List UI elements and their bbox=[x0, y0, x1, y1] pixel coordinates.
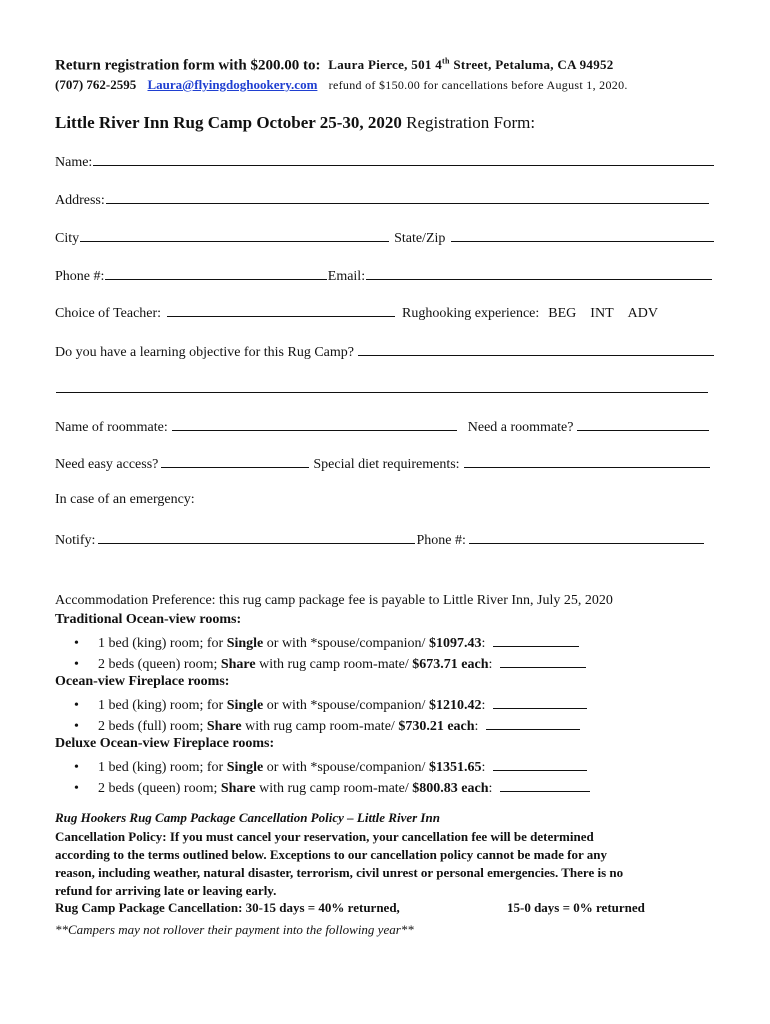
form-title bbox=[55, 113, 535, 133]
phone-field[interactable] bbox=[105, 266, 326, 280]
name-label: Name: bbox=[55, 155, 93, 170]
state-zip-field[interactable] bbox=[451, 228, 714, 242]
teacher-row bbox=[55, 303, 695, 322]
package-cancellation-a: Rug Camp Package Cancellation: 30-15 days = 40% returned, bbox=[55, 900, 400, 915]
rollover-footnote: **Campers may not rollover their payment into the following year** bbox=[55, 922, 414, 937]
objective-field[interactable] bbox=[358, 342, 714, 356]
state-zip-label: State/Zip bbox=[394, 231, 446, 246]
package-cancellation-b: 15-0 days = 0% returned bbox=[507, 900, 645, 915]
experience-beg[interactable]: BEG bbox=[548, 306, 577, 321]
city-field[interactable] bbox=[80, 228, 389, 242]
need-roommate-label: Need a roommate? bbox=[467, 420, 574, 435]
email-field[interactable] bbox=[366, 266, 712, 280]
objective-row-2 bbox=[55, 379, 709, 393]
room-option: • 2 beds (full) room; Share with rug camp room-mate/ $730.21 each: bbox=[74, 716, 580, 735]
experience-adv[interactable]: ADV bbox=[627, 306, 658, 321]
return-instructions bbox=[55, 57, 614, 74]
room-option-field[interactable] bbox=[493, 757, 587, 771]
objective-row bbox=[55, 342, 715, 361]
email-label: Email: bbox=[327, 269, 366, 284]
objective-field-line-2[interactable] bbox=[56, 379, 708, 393]
room-option-field[interactable] bbox=[500, 778, 590, 792]
bullet-icon: • bbox=[74, 760, 79, 775]
address-field[interactable] bbox=[106, 190, 709, 204]
policy-line: refund for arriving late or leaving early. bbox=[55, 883, 277, 898]
group-title-fireplace: Ocean-view Fireplace rooms: bbox=[55, 674, 230, 689]
experience-label: Rughooking experience: bbox=[402, 306, 540, 321]
roommate-name-label: Name of roommate: bbox=[55, 420, 168, 435]
phone-label: Phone #: bbox=[55, 269, 105, 284]
notify-label: Notify: bbox=[55, 533, 96, 548]
teacher-field[interactable] bbox=[167, 303, 395, 317]
teacher-label: Choice of Teacher: bbox=[55, 306, 162, 321]
mailing-address: Laura Pierce, 501 4th Street, Petaluma, CA 94952 bbox=[328, 57, 614, 73]
room-option: • 1 bed (king) room; for Single or with *spouse/companion/ $1351.65: bbox=[74, 757, 587, 776]
easy-access-field[interactable] bbox=[161, 454, 309, 468]
contact-line bbox=[55, 77, 628, 93]
accommodation-intro: Accommodation Preference: this rug camp package fee is payable to Little River Inn, July 25, 2020 bbox=[55, 593, 613, 608]
room-option: • 2 beds (queen) room; Share with rug camp room-mate/ $800.83 each: bbox=[74, 778, 590, 797]
notify-field[interactable] bbox=[98, 530, 415, 544]
contact-email-link[interactable]: Laura@flyingdoghookery.com bbox=[147, 77, 318, 92]
objective-label: Do you have a learning objective for this Rug Camp? bbox=[55, 345, 354, 360]
bullet-icon: • bbox=[74, 636, 79, 651]
experience-int[interactable]: INT bbox=[590, 306, 614, 321]
room-option: • 2 beds (queen) room; Share with rug camp room-mate/ $673.71 each: bbox=[74, 654, 586, 673]
bullet-icon: • bbox=[74, 781, 79, 796]
emergency-label: In case of an emergency: bbox=[55, 492, 195, 507]
group-title-deluxe: Deluxe Ocean-view Fireplace rooms: bbox=[55, 736, 275, 751]
group-title-traditional: Traditional Ocean-view rooms: bbox=[55, 612, 242, 627]
policy-line: Cancellation Policy: If you must cancel your reservation, your cancellation fee will be determined bbox=[55, 829, 594, 844]
need-roommate-field[interactable] bbox=[577, 417, 709, 431]
bullet-icon: • bbox=[74, 657, 79, 672]
name-field[interactable] bbox=[93, 152, 714, 166]
policy-line: according to the terms outlined below. Exceptions to our cancellation policy cannot be made for any bbox=[55, 847, 607, 862]
refund-note: refund of $150.00 for cancellations before August 1, 2020. bbox=[328, 78, 628, 92]
city-label: City bbox=[55, 231, 80, 246]
access-diet-row bbox=[55, 454, 711, 473]
easy-access-label: Need easy access? bbox=[55, 457, 159, 472]
emergency-row bbox=[55, 492, 195, 508]
policy-heading: Rug Hookers Rug Camp Package Cancellation Policy – Little River Inn bbox=[55, 810, 440, 825]
room-option-field[interactable] bbox=[493, 695, 587, 709]
room-option-field[interactable] bbox=[500, 654, 586, 668]
notify-phone-field[interactable] bbox=[469, 530, 704, 544]
room-option: • 1 bed (king) room; for Single or with *spouse/companion/ $1097.43: bbox=[74, 633, 579, 652]
return-prefix: Return registration form with $200.00 to: bbox=[55, 57, 321, 74]
form-title-regular: Registration Form: bbox=[406, 113, 536, 132]
form-title-bold: Little River Inn Rug Camp October 25-30, 2020 bbox=[55, 113, 402, 132]
address-label: Address: bbox=[55, 193, 105, 208]
address-row bbox=[55, 190, 710, 209]
roommate-name-field[interactable] bbox=[172, 417, 457, 431]
notify-row bbox=[55, 530, 705, 549]
diet-field[interactable] bbox=[464, 454, 710, 468]
bullet-icon: • bbox=[74, 698, 79, 713]
roommate-row bbox=[55, 417, 710, 436]
notify-phone-label: Phone #: bbox=[416, 533, 466, 548]
city-row bbox=[55, 228, 715, 247]
room-option: • 1 bed (king) room; for Single or with *spouse/companion/ $1210.42: bbox=[74, 695, 587, 714]
contact-phone: (707) 762-2595 bbox=[55, 77, 137, 92]
diet-label: Special diet requirements: bbox=[313, 457, 460, 472]
room-option-field[interactable] bbox=[493, 633, 579, 647]
phone-email-row bbox=[55, 266, 713, 285]
bullet-icon: • bbox=[74, 719, 79, 734]
room-option-field[interactable] bbox=[486, 716, 580, 730]
policy-line: reason, including weather, natural disaster, terrorism, civil unrest or personal emergencies. There is no bbox=[55, 865, 624, 880]
name-row bbox=[55, 152, 715, 171]
